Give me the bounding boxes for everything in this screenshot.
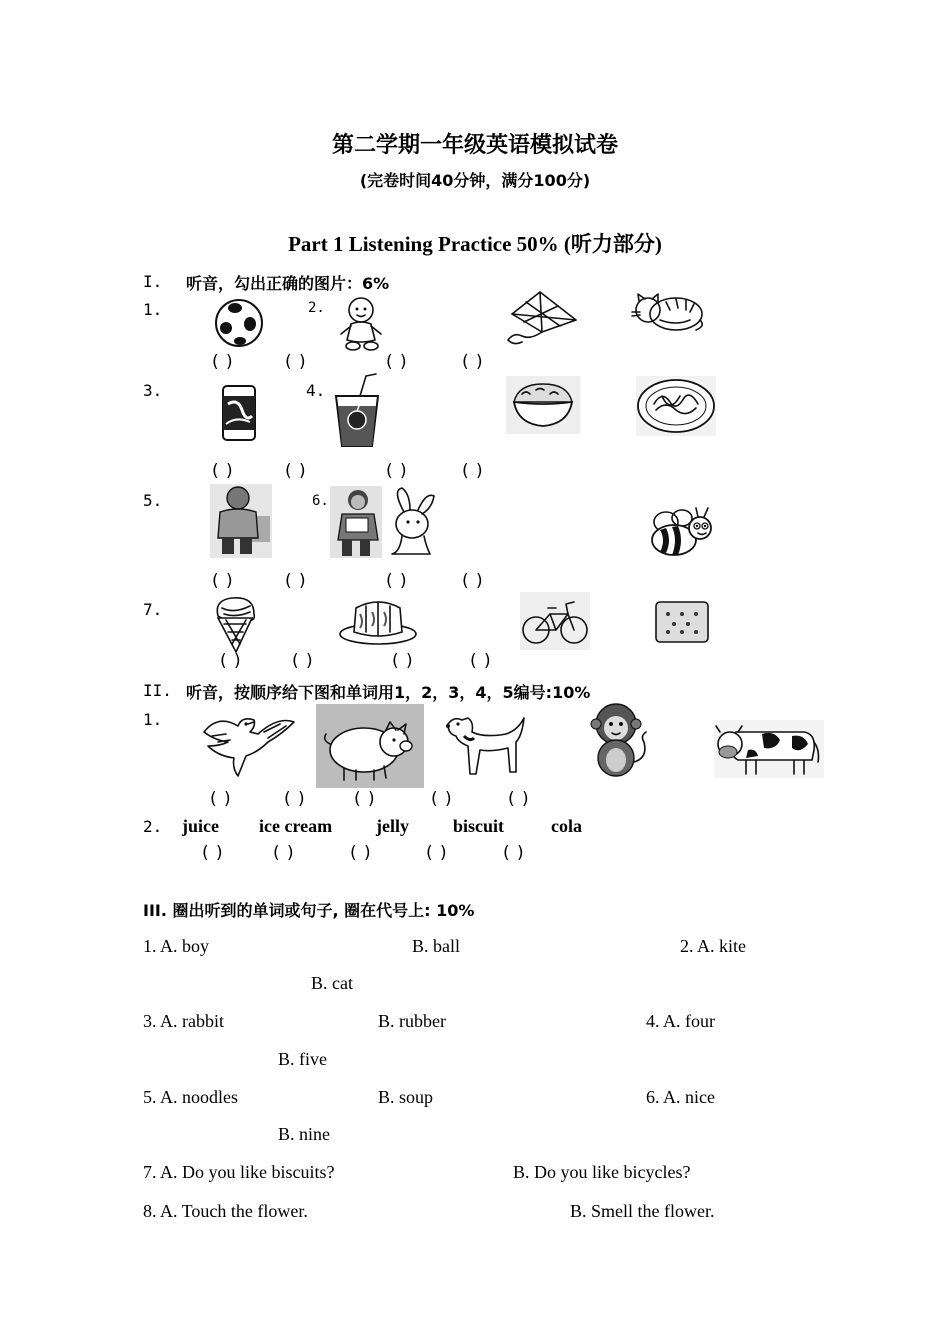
choice-b[interactable]: B. five xyxy=(278,1049,327,1069)
doll-icon xyxy=(333,296,393,352)
juice-cup-icon xyxy=(330,372,386,450)
answer-blank[interactable]: ( ) xyxy=(212,571,234,591)
choice-a[interactable]: 2. A. kite xyxy=(680,936,746,956)
answer-blank[interactable]: ( ) xyxy=(462,571,484,591)
choice-a[interactable]: 3. A. rabbit xyxy=(143,1011,224,1031)
choice-a[interactable]: 6. A. nice xyxy=(646,1087,715,1107)
answer-blank[interactable]: ( ) xyxy=(220,651,242,671)
answer-blank[interactable]: ( ) xyxy=(386,352,408,372)
cow-icon xyxy=(714,720,824,778)
word-option: cola xyxy=(551,816,582,836)
jelly-icon xyxy=(338,594,418,646)
answer-blank[interactable]: ( ) xyxy=(285,352,307,372)
girl-reading-icon xyxy=(330,486,442,560)
dog-icon xyxy=(444,712,528,778)
answer-blank[interactable]: ( ) xyxy=(292,651,314,671)
question-number: 2. xyxy=(308,300,325,316)
answer-blank[interactable]: ( ) xyxy=(508,789,530,809)
answer-blank[interactable]: ( ) xyxy=(426,843,448,863)
fat-boy-icon xyxy=(210,484,272,558)
section1-instruction: 听音，勾出正确的图片：6% xyxy=(186,274,390,293)
word-option: ice cream xyxy=(259,816,333,836)
choice-b[interactable]: B. ball xyxy=(412,936,460,956)
choice-a[interactable]: 1. A. boy xyxy=(143,936,210,956)
answer-blank[interactable]: ( ) xyxy=(212,461,234,481)
answer-blank[interactable]: ( ) xyxy=(462,461,484,481)
answer-blank[interactable]: ( ) xyxy=(285,461,307,481)
noodles-plate-icon xyxy=(636,376,716,436)
section1-label: I. xyxy=(143,272,163,291)
answer-blank[interactable]: ( ) xyxy=(273,843,295,863)
choice-b[interactable]: B. nine xyxy=(278,1124,330,1144)
cat-icon xyxy=(630,290,706,334)
word-option: juice xyxy=(182,816,219,836)
question-number: 2. xyxy=(143,817,163,836)
answer-blank[interactable]: ( ) xyxy=(431,789,453,809)
monkey-icon xyxy=(584,702,650,780)
section2-instruction: 听音，按顺序给下图和单词用1，2，3，4，5编号:10% xyxy=(186,683,591,702)
section3-instruction: III. 圈出听到的单词或句子, 圈在代号上: 10% xyxy=(143,901,475,920)
choice-b[interactable]: B. Do you like bicycles? xyxy=(513,1162,691,1182)
bicycle-icon xyxy=(520,592,590,650)
question-number: 3. xyxy=(143,381,163,400)
question-number: 1. xyxy=(143,300,163,319)
rabbit-icon xyxy=(392,488,434,554)
choice-b[interactable]: B. Smell the flower. xyxy=(570,1201,715,1221)
answer-blank[interactable]: ( ) xyxy=(284,789,306,809)
question-number: 4. xyxy=(306,381,326,400)
kite-icon xyxy=(500,290,580,352)
choice-b[interactable]: B. rubber xyxy=(378,1011,446,1031)
question-number: 6. xyxy=(312,493,329,509)
answer-blank[interactable]: ( ) xyxy=(462,352,484,372)
choice-b[interactable]: B. cat xyxy=(311,973,353,993)
section2-label: II. xyxy=(143,681,172,700)
question-number: 5. xyxy=(143,491,163,510)
ice-cream-icon xyxy=(210,594,262,654)
answer-blank[interactable]: ( ) xyxy=(386,571,408,591)
answer-blank[interactable]: ( ) xyxy=(212,352,234,372)
answer-blank[interactable]: ( ) xyxy=(202,843,224,863)
answer-blank[interactable]: ( ) xyxy=(285,571,307,591)
page-title: 第二学期一年级英语模拟试卷 xyxy=(331,133,618,158)
word-option: biscuit xyxy=(453,816,505,836)
page-subtitle: (完卷时间40分钟，满分100分) xyxy=(359,171,591,190)
choice-a[interactable]: 5. A. noodles xyxy=(143,1087,239,1107)
bird-icon xyxy=(198,712,298,780)
pig-icon xyxy=(316,704,424,788)
cola-can-icon xyxy=(220,382,258,444)
answer-blank[interactable]: ( ) xyxy=(350,843,372,863)
rice-bowl-icon xyxy=(506,376,580,434)
question-number: 1. xyxy=(143,710,163,729)
word-option: jelly xyxy=(376,816,409,836)
biscuit-icon xyxy=(654,600,710,644)
ball-icon xyxy=(210,298,270,348)
choice-b[interactable]: B. soup xyxy=(378,1087,434,1107)
question-number: 7. xyxy=(143,600,163,619)
part1-heading: Part 1 Listening Practice 50% (听力部分) xyxy=(288,232,662,256)
answer-blank[interactable]: ( ) xyxy=(470,651,492,671)
answer-blank[interactable]: ( ) xyxy=(503,843,525,863)
answer-blank[interactable]: ( ) xyxy=(210,789,232,809)
answer-blank[interactable]: ( ) xyxy=(354,789,376,809)
choice-a[interactable]: 8. A. Touch the flower. xyxy=(143,1201,308,1221)
choice-a[interactable]: 7. A. Do you like biscuits? xyxy=(143,1162,335,1182)
answer-blank[interactable]: ( ) xyxy=(392,651,414,671)
choice-a[interactable]: 4. A. four xyxy=(646,1011,715,1031)
answer-blank[interactable]: ( ) xyxy=(386,461,408,481)
bee-icon xyxy=(646,500,718,558)
